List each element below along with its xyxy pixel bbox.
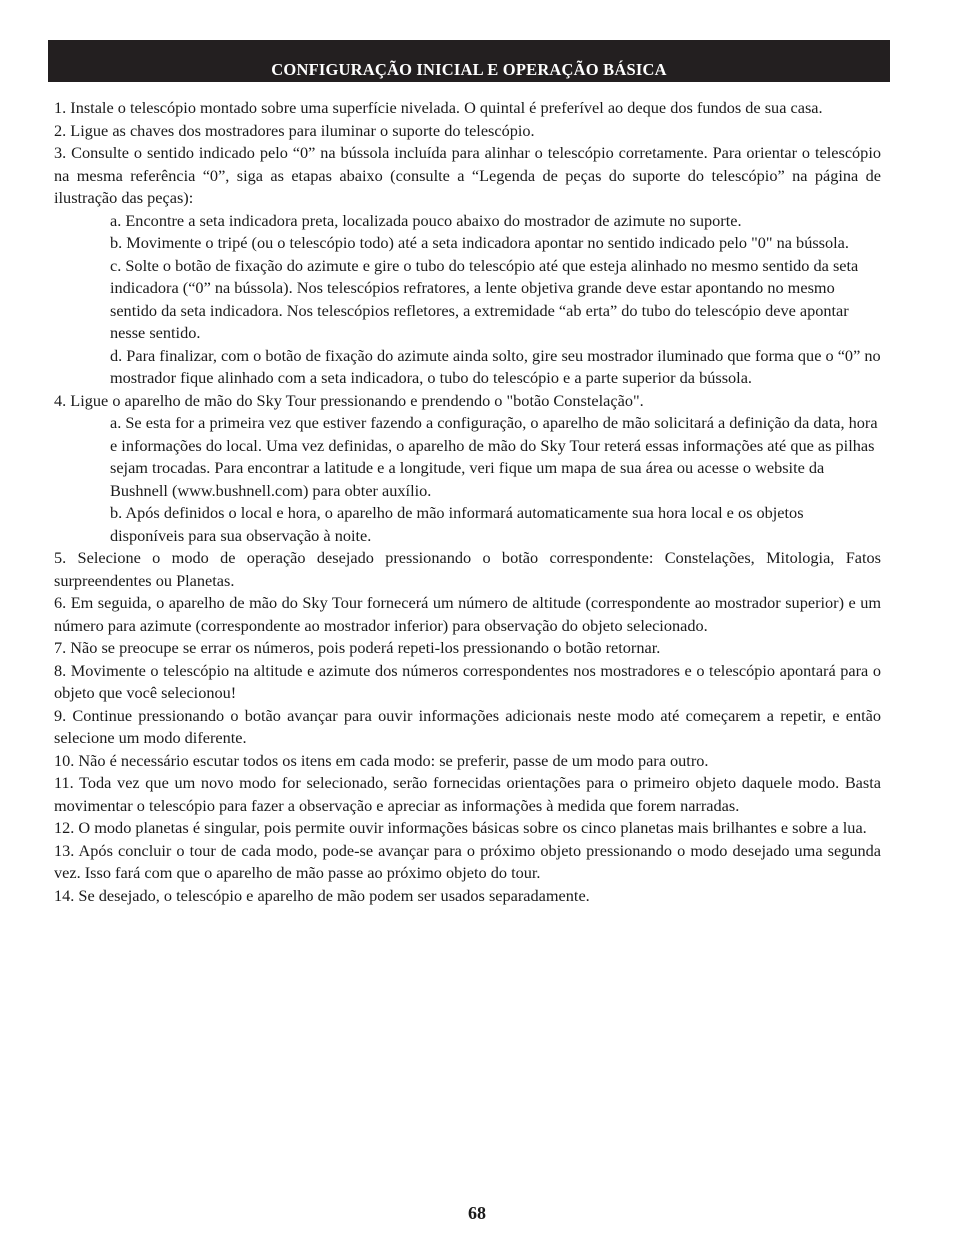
step-3: 3. Consulte o sentido indicado pelo “0” na bússola incluída para alinhar o telescópio corretamente. Para orientar o telescópio na mesma referência “0”, siga as etapas abaixo (consulte a “Legenda de peças do suporte do telescópio” na página de ilustração das peças): (54, 143, 881, 207)
step-3b: b. Movimente o tripé (ou o telescópio todo) até a seta indicadora apontar no sentido indicado pelo "0" na bússola. (110, 233, 849, 252)
step-5: 5. Selecione o modo de operação desejado pressionando o botão correspondente: Constelações, Mitologia, Fatos surpreendentes ou Planetas. (54, 548, 881, 590)
section-header-bar (48, 40, 890, 82)
step-4b: b. Após definidos o local e hora, o aparelho de mão informará automaticamente sua hora local e os objetos disponíveis para sua observação à noite. (110, 503, 804, 545)
page-number: 68 (468, 1203, 486, 1223)
section-title: CONFIGURAÇÃO INICIAL E OPERAÇÃO BÁSICA (271, 60, 667, 79)
step-7: 7. Não se preocupe se errar os números, pois poderá repeti-los pressionando o botão retornar. (54, 638, 661, 657)
step-4a: a. Se esta for a primeira vez que estiver fazendo a configuração, o aparelho de mão solicitará a definição da data, hora e informações do local. Uma vez definidas, o aparelho de mão do Sky Tour reterá essas informações até que as pilhas sejam trocadas. Para encontrar a latitude e a longitude, veri fique um mapa de sua área ou acesse o website da Bushnell (www.bushnell.com) para obter auxílio. (110, 413, 878, 500)
step-1: 1. Instale o telescópio montado sobre uma superfície nivelada. O quintal é preferível ao deque dos fundos de sua casa. (54, 98, 823, 117)
step-6: 6. Em seguida, o aparelho de mão do Sky Tour fornecerá um número de altitude (correspondente ao mostrador superior) e um número para azimute (correspondente ao mostrador inferior) para observação do objeto selecionado. (54, 593, 881, 635)
instructions-body (54, 97, 881, 907)
step-3d: d. Para finalizar, com o botão de fixação do azimute ainda solto, gire seu mostrador iluminado que forma que o “0” no mostrador fique alinhado com a seta indicadora, o tubo do telescópio e a parte superior da bússola. (110, 345, 881, 387)
step-11: 11. Toda vez que um novo modo for selecionado, serão fornecidas orientações para o primeiro objeto daquele modo. Basta movimentar o telescópio para fazer a observação e apreciar as informações à medida que forem narradas. (54, 773, 881, 815)
step-2: 2. Ligue as chaves dos mostradores para iluminar o suporte do telescópio. (54, 120, 535, 140)
step-9: 9. Continue pressionando o botão avançar para ouvir informações adicionais neste modo até começarem a repetir, e então selecione um modo diferente. (54, 705, 881, 747)
step-3c: c. Solte o botão de fixação do azimute e gire o tubo do telescópio até que esteja alinhado no mesmo sentido da seta indicadora (“0” na bússola). Nos telescópios refratores, a lente objetiva grande deve estar apontando no mesmo sentido da seta indicadora. Nos telescópios refletores, a extremidade “ab erta” do tubo do telescópio deve apontar nesse sentido. (110, 255, 859, 342)
step-12: 12. O modo planetas é singular, pois permite ouvir informações básicas sobre os cinco planetas mais brilhantes e sobre a lua. (54, 818, 867, 837)
step-14: 14. Se desejado, o telescópio e aparelho de mão podem ser usados separadamente. (54, 885, 590, 905)
step-13: 13. Após concluir o tour de cada modo, pode-se avançar para o próximo objeto pressionando o modo desejado uma segunda vez. Isso fará com que o aparelho de mão passe ao próximo objeto do tour. (54, 840, 881, 882)
step-8: 8. Movimente o telescópio na altitude e azimute dos números correspondentes nos mostradores e o telescópio apontará para o objeto que você selecionou! (54, 660, 881, 702)
step-4: 4. Ligue o aparelho de mão do Sky Tour pressionando e prendendo o "botão Constelação". (54, 390, 644, 410)
step-10: 10. Não é necessário escutar todos os itens em cada modo: se preferir, passe de um modo para outro. (54, 750, 709, 770)
step-3a: a. Encontre a seta indicadora preta, localizada pouco abaixo do mostrador de azimute no suporte. (110, 210, 742, 230)
